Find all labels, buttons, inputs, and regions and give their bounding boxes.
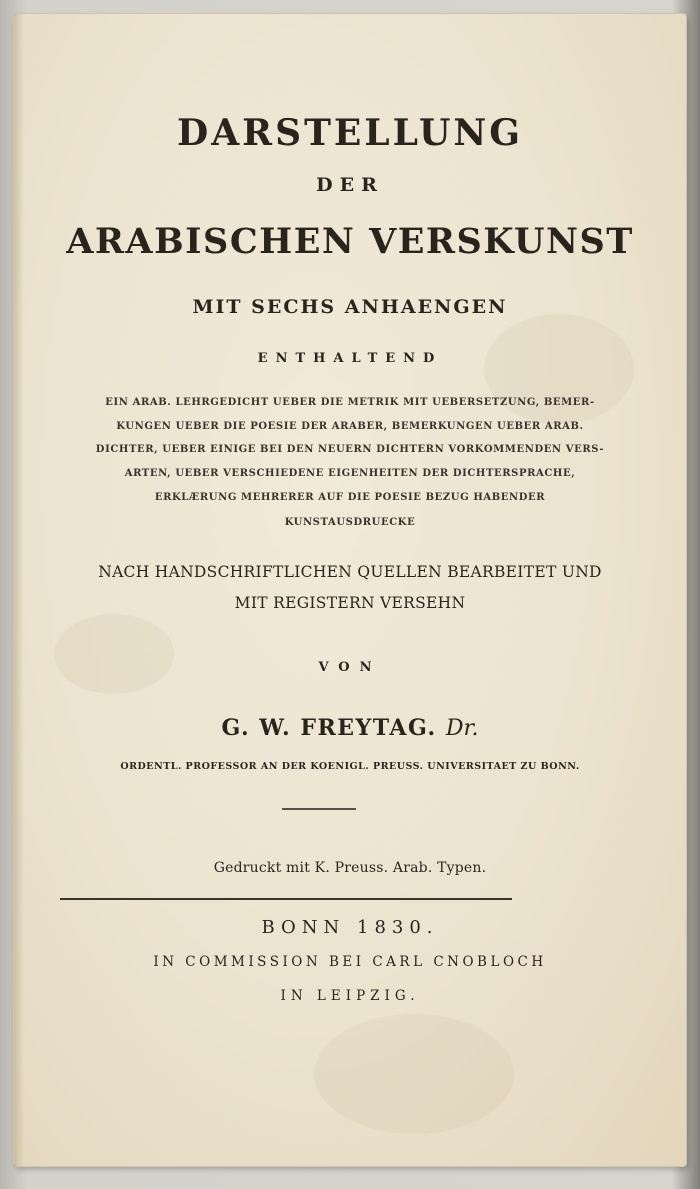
imprint-place-year: BONN 1830.: [261, 917, 439, 938]
paper-stain: [54, 614, 174, 694]
author-name: G. W. FREYTAG.: [221, 715, 437, 741]
author-line: [14, 715, 686, 741]
divider-short: [282, 808, 356, 810]
divider-long: [60, 898, 512, 900]
printing-note: Gedruckt mit K. Preuss. Arab. Typen.: [213, 860, 487, 876]
author-position: ORDENTL. PROFESSOR AN DER KOENIGL. PREUSS. UNIVERSITAET ZU BONN.: [120, 761, 580, 772]
description-line: ARTEN, UEBER VERSCHIEDENE EIGENHEITEN DER DICHTERSPRACHE,: [124, 468, 576, 479]
title-page: [14, 14, 686, 1166]
subtitle: MIT SECHS ANHAENGEN: [192, 296, 508, 318]
title-line-3: ARABISCHEN VERSKUNST: [66, 221, 634, 262]
description-line: KUNSTAUSDRUECKE: [284, 517, 416, 528]
enthaltend-heading: ENTHALTEND: [257, 351, 443, 366]
sources-line-2: MIT REGISTERN VERSEHN: [234, 594, 466, 612]
title-line-2: DER: [316, 174, 384, 196]
paper-stain: [314, 1014, 514, 1134]
description-line: ERKLÆRUNG MEHRERER AUF DIE POESIE BEZUG HABENDER: [154, 492, 546, 503]
sources-line-1: NACH HANDSCHRIFTLICHEN QUELLEN BEARBEITET UND: [98, 563, 602, 581]
description-line: DICHTER, UEBER EINIGE BEI DEN NEUERN DICHTERN VORKOMMENDEN VERS-: [95, 444, 605, 455]
title-line-1: DARSTELLUNG: [177, 112, 523, 154]
author-degree: Dr.: [445, 716, 479, 741]
description-line: EIN ARAB. LEHRGEDICHT UEBER DIE METRIK MIT UEBERSETZUNG, BEMER-: [105, 397, 595, 408]
imprint-commission: IN COMMISSION BEI CARL CNOBLOCH: [153, 954, 547, 970]
description-line: KUNGEN UEBER DIE POESIE DER ARABER, BEMERKUNGEN UEBER ARAB.: [116, 421, 584, 432]
von-label: VON: [318, 660, 382, 675]
imprint-city: IN LEIPZIG.: [280, 988, 420, 1004]
